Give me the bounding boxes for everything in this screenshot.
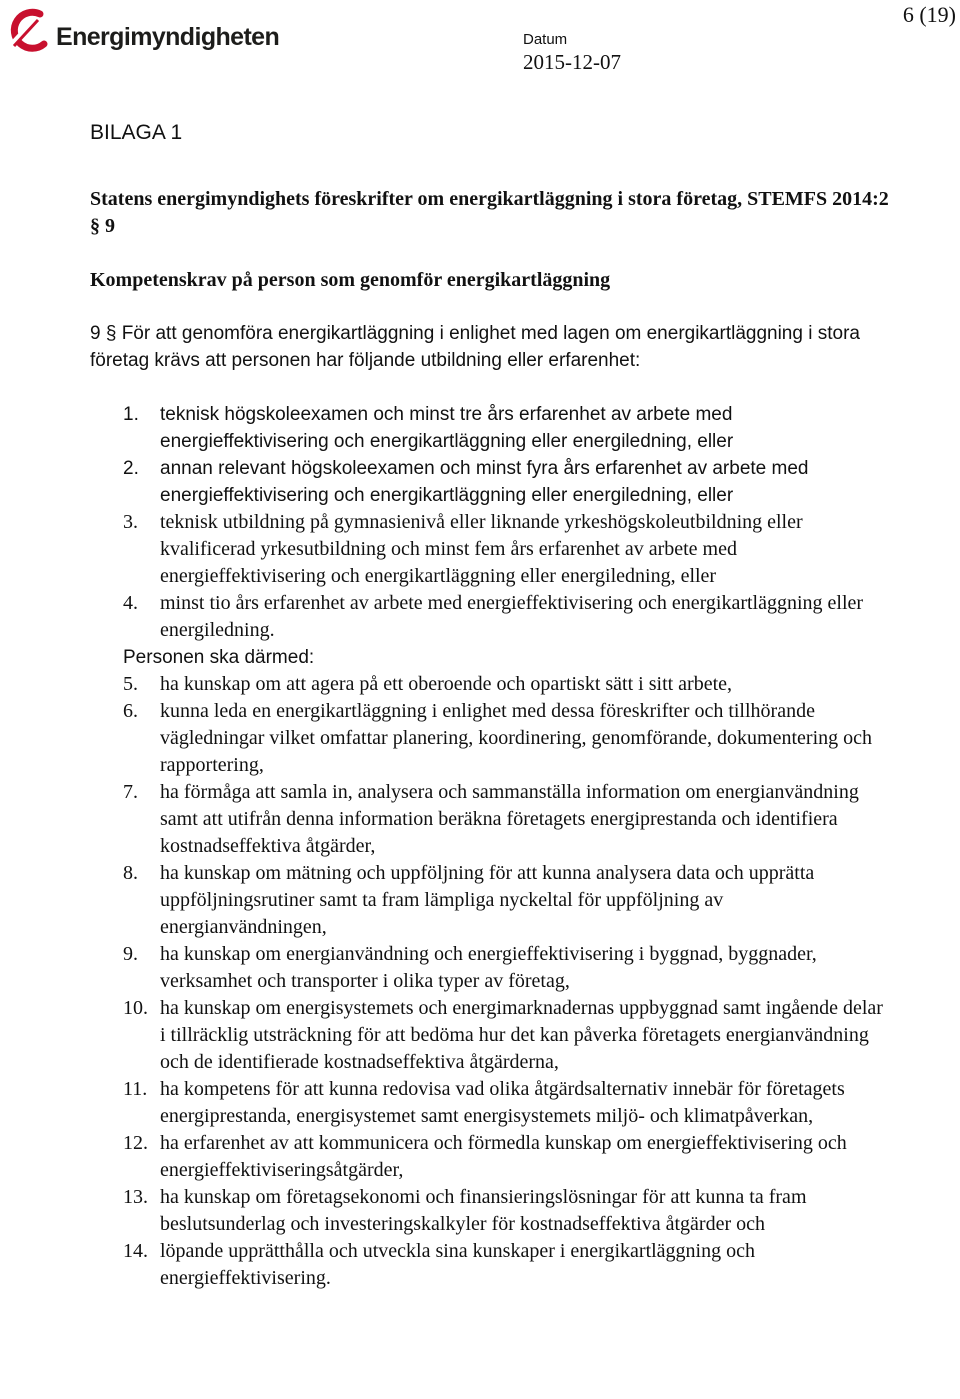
logo-text: Energimyndigheten [56, 22, 280, 51]
date-label: Datum [523, 31, 568, 48]
appendix-heading: BILAGA 1 [90, 121, 183, 144]
list-item: 9. ha kunskap om energianvändning och energieffektivisering i byggnad, byggnader, verksamhet och transporter i olika typer av företag, [123, 943, 817, 992]
logo [6, 2, 279, 62]
competence-title: Kompetenskrav på person som genomför energikartläggning [90, 269, 611, 291]
date-value: 2015-12-07 [523, 50, 621, 74]
intro-paragraph [90, 320, 890, 374]
list-item: 3. teknisk utbildning på gymnasienivå eller liknande yrkeshögskoleutbildning eller kvalificerad yrkesutbildning och minst fem års erfarenhet av arbete med energieffektivisering och energikartläggning eller energiledning, eller [123, 511, 803, 587]
list-item: 2. annan relevant högskoleexamen och minst fyra års erfarenhet av arbete med energieffektivisering och energikartläggning eller energiledning, eller [123, 458, 809, 506]
page-number: 6 (19) [902, 2, 956, 27]
transition-text: Personen ska därmed: [123, 647, 315, 668]
list-item: 5. ha kunskap om att agera på ett oberoende och opartiskt sätt i sitt arbete, [123, 673, 733, 695]
list-item: 7. ha förmåga att samla in, analysera och sammanställa information om energianvändning samt att utifrån denna information beräkna företagets energiprestanda och identifiera kostnadseffektiva åtgärder, [123, 781, 859, 857]
energimyndigheten-logo-icon [6, 4, 54, 60]
list-item: 8. ha kunskap om mätning och uppföljning för att kunna analysera data och upprätta uppföljningsrutiner samt ta fram lämpliga nyckeltal för uppföljning av energianvändningen, [123, 862, 815, 938]
list-item: 1. teknisk högskoleexamen och minst tre års erfarenhet av arbete med energieffektivisering och energikartläggning eller energiledning, eller [123, 404, 734, 452]
regulation-title: Statens energimyndighets föreskrifter om energikartläggning i stora företag, STEMFS 2014:2 § 9 [90, 188, 889, 237]
list-item: 10. ha kunskap om energisystemets och energimarknadernas uppbyggnad samt ingående delar i tillräcklig utsträckning för att bedöma hur det kan påverka företagets energianvändning och de identifierade kostnadseffektiva åtgärderna, [123, 997, 883, 1073]
requirements-list [123, 401, 883, 1292]
list-item: 4. minst tio års erfarenhet av arbete med energieffektivisering och energikartläggning eller energiledning. [123, 592, 864, 641]
list-item: 11. ha kompetens för att kunna redovisa vad olika åtgärdsalternativ innebär för företagets energiprestanda, energisystemet samt energisystemets miljö- och klimatpåverkan, [123, 1078, 845, 1127]
intro-text: 9 § För att genomföra energikartläggning i enlighet med lagen om energikartläggning i stora företag krävs att personen har följande utbildning eller erfarenhet: [90, 323, 860, 371]
list-item: 12. ha erfarenhet av att kommunicera och förmedla kunskap om energieffektivisering och energieffektiviseringsåtgärder, [123, 1132, 847, 1181]
list-item: 13. ha kunskap om företagsekonomi och finansieringslösningar för att kunna ta fram beslutsunderlag och investeringskalkyler för kostnadseffektiva åtgärder och [123, 1186, 807, 1235]
list-item: 6. kunna leda en energikartläggning i enlighet med dessa föreskrifter och tillhörande vägledningar vilket omfattar planering, koordinering, genomförande, dokumentering och rapportering, [123, 700, 873, 776]
list-item: 14. löpande upprätthålla och utveckla sina kunskaper i energikartläggning och energieffektivisering. [123, 1240, 755, 1289]
